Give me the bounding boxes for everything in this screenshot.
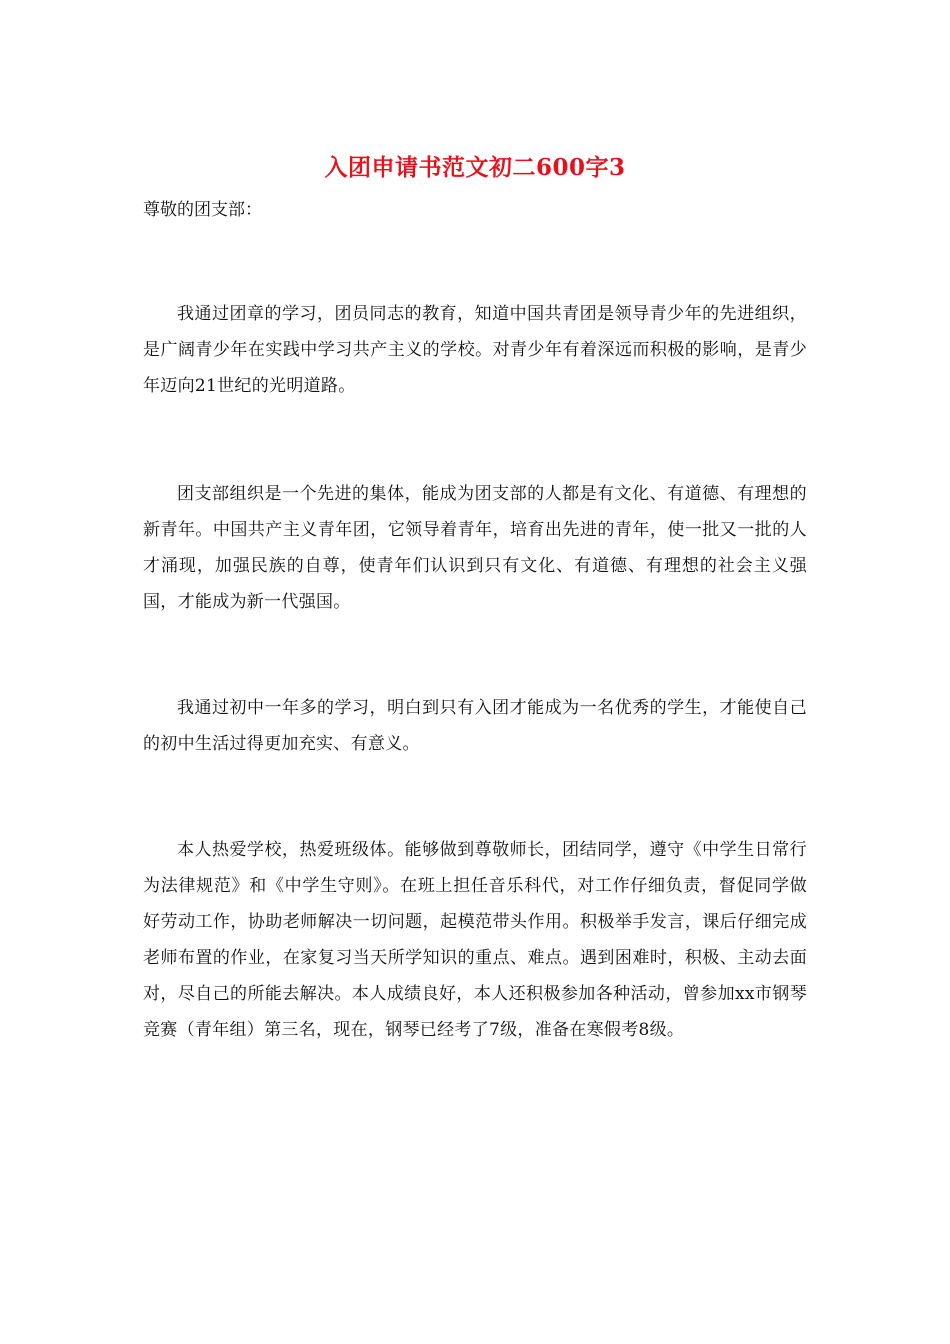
salutation: 尊敬的团支部：	[143, 200, 262, 220]
paragraph-3: 我通过初中一年多的学习，明白到只有入团才能成为一名优秀的学生，才能使自己的初中生活过得更加充实、有意义。	[143, 698, 807, 754]
paragraph-2: 团支部组织是一个先进的集体，能成为团支部的人都是有文化、有道德、有理想的新青年。中国共产主义青年团，它领导着青年，培育出先进的青年，使一批又一批的人才涌现，加强民族的自尊，使青年们认识到只有文化、有道德、有理想的社会主义强国，才能成为新一代强国。	[143, 484, 807, 612]
paragraph-4: 本人热爱学校，热爱班级体。能够做到尊敬师长，团结同学，遵守《中学生日常行为法律规范》和《中学生守则》。在班上担任音乐科代，对工作仔细负责，督促同学做好劳动工作，协助老师解决一切问题，起模范带头作用。积极举手发言，课后仔细完成老师布置的作业，在家复习当天所学知识的重点、难点。遇到困难时，积极、主动去面对，尽自己的所能去解决。本人成绩良好，本人还积极参加各种活动，曾参加xx市钢琴竞赛（青年组）第三名，现在，钢琴已经考了7级，准备在寒假考8级。	[143, 840, 807, 1040]
document-title: 入团申请书范文初二600字3	[324, 154, 626, 181]
paragraph-1: 我通过团章的学习，团员同志的教育，知道中国共青团是领导青少年的先进组织，是广阔青少年在实践中学习共产主义的学校。对青少年有着深远而积极的影响，是青少年迈向21世纪的光明道路。	[143, 304, 807, 396]
